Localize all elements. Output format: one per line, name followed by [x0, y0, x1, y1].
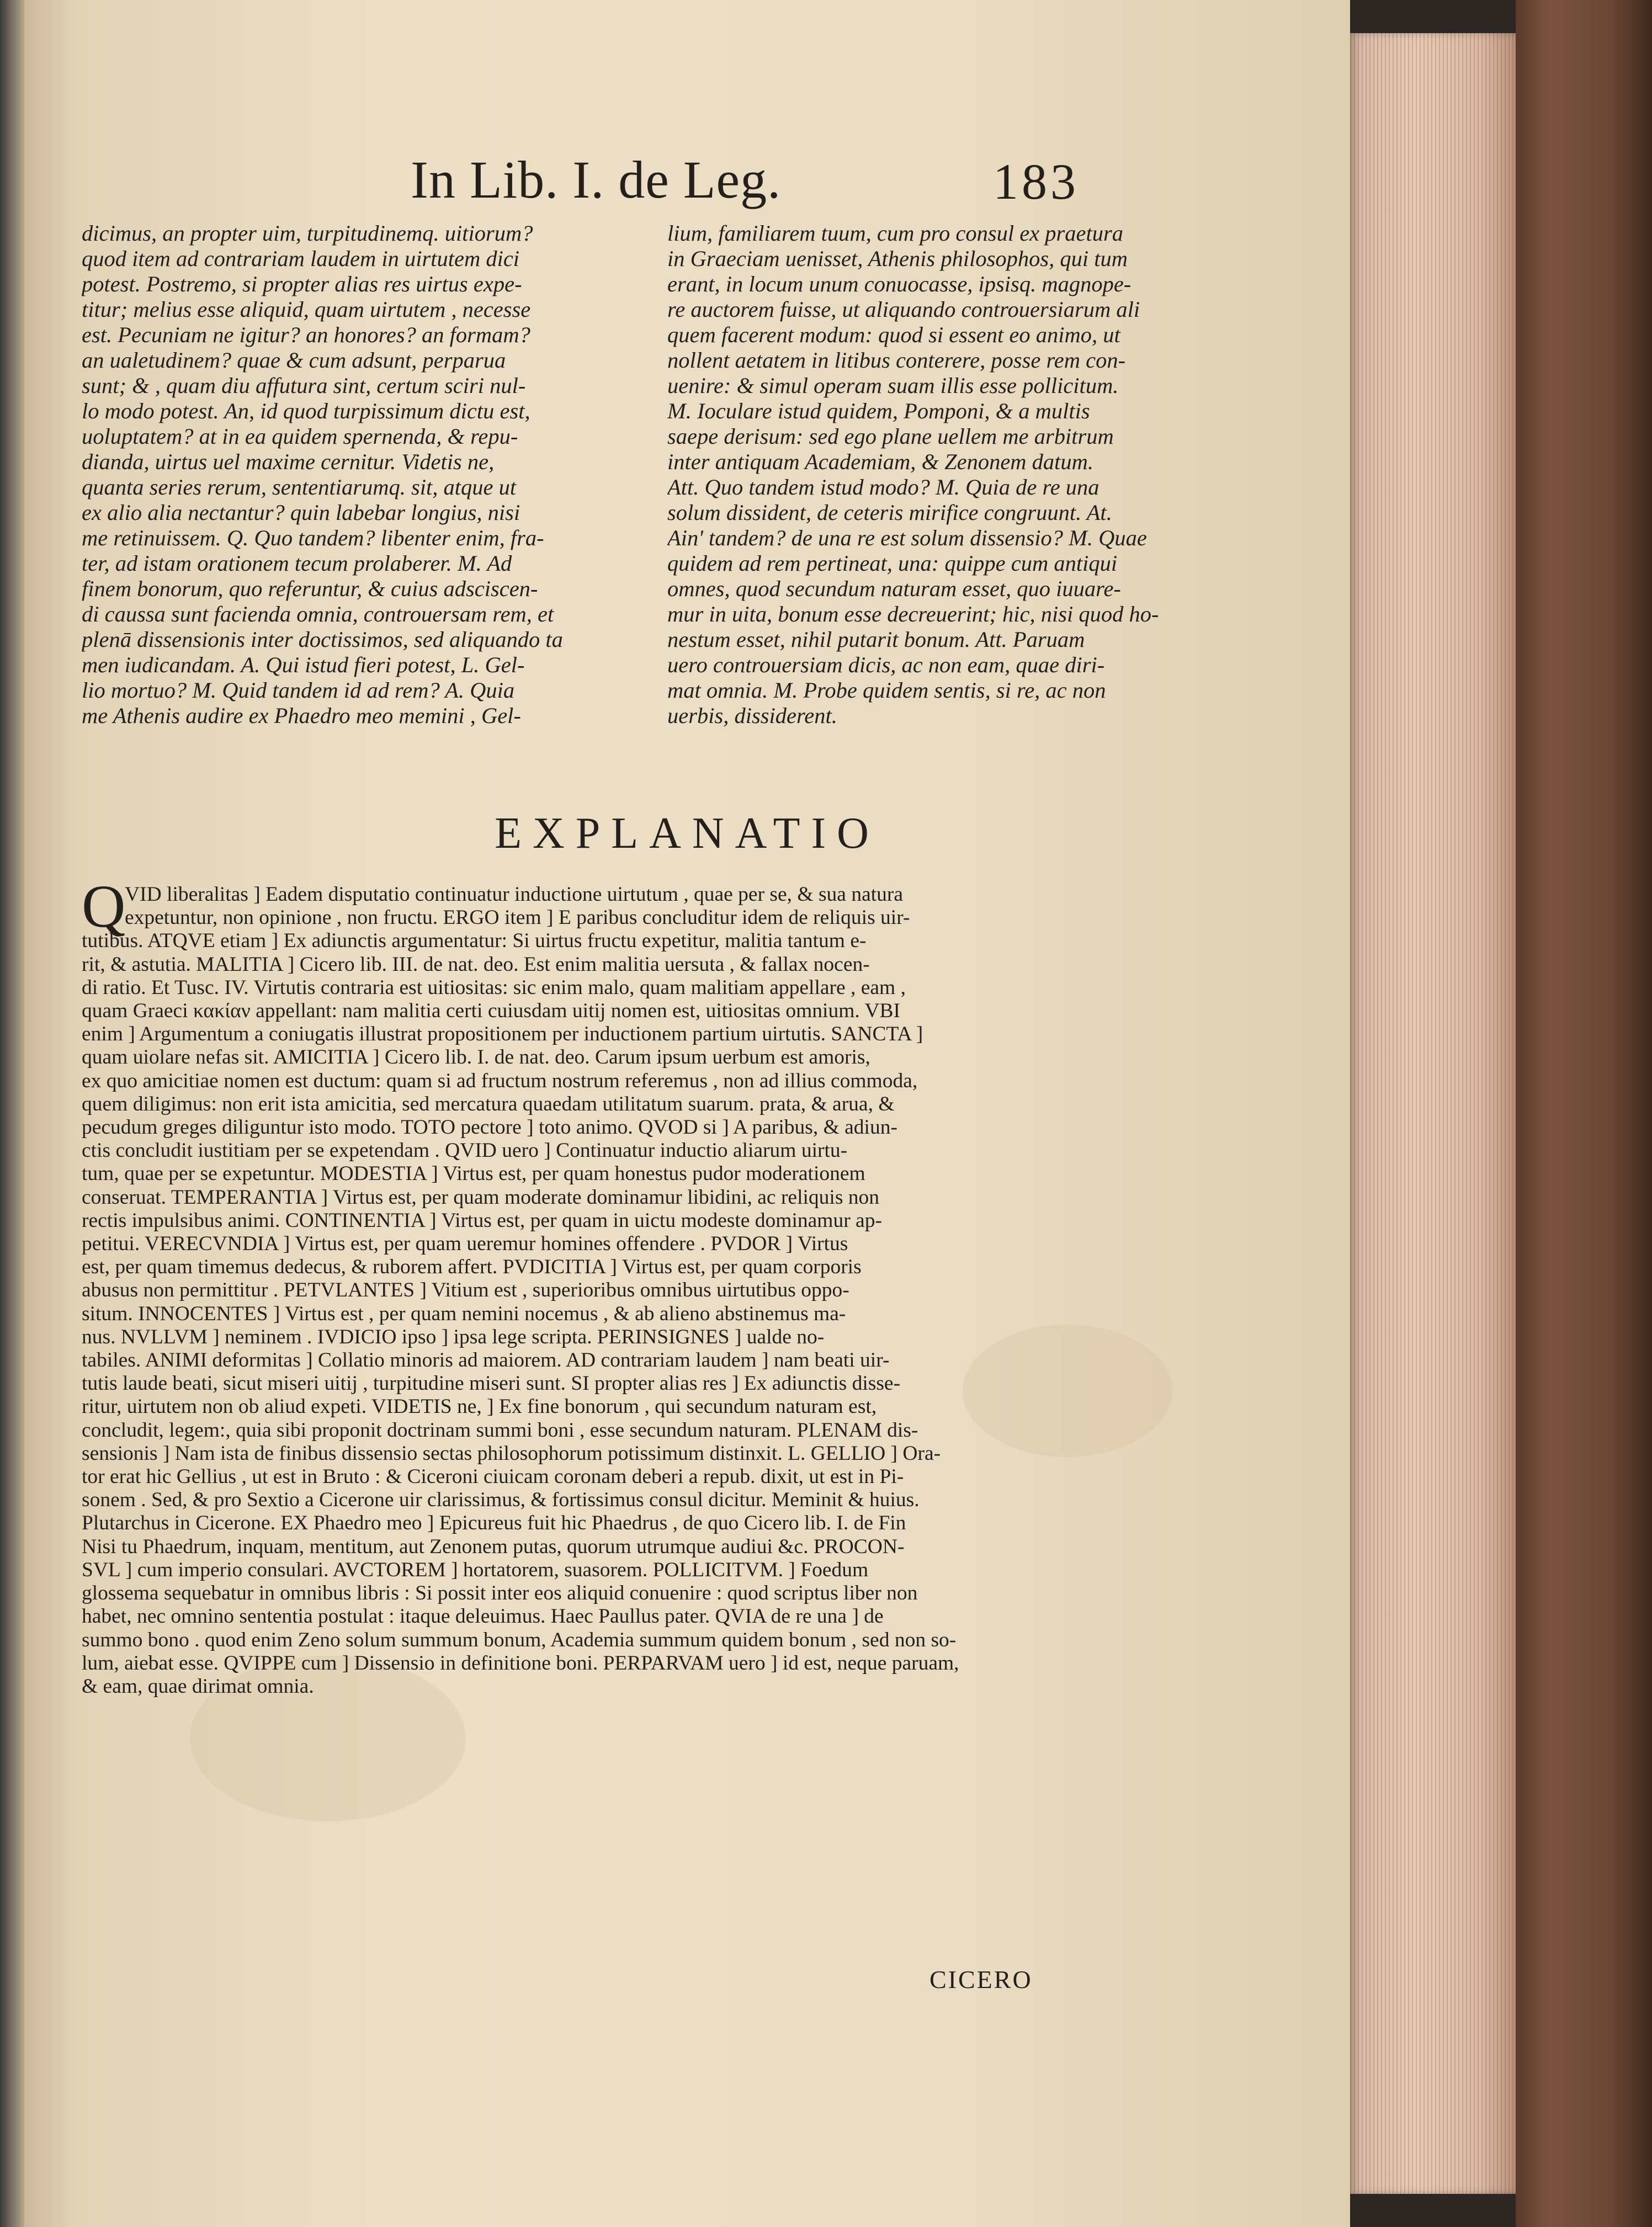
- dialogue-column-left: [82, 221, 637, 729]
- commentary-line: tutis laude beati, sicut miseri uitij , turpitudine miseri sunt. SI propter alias res ] Ex adiunctis disse-: [82, 1372, 901, 1395]
- page-edges: [1350, 33, 1516, 2194]
- commentary-line: ex quo amicitiae nomen est ductum: quam si ad fructum nostrum referemus , non ad illius commoda,: [82, 1069, 918, 1092]
- commentary-line: tum, quae per se expetuntur. MODESTIA ] Virtus est, per quam honestus pudor moderationem: [82, 1162, 865, 1186]
- commentary-line: summo bono . quod enim Zeno solum summum bonum, Academia summum quidem bonum , sed non so-: [82, 1628, 957, 1651]
- commentary-line: nus. NVLLVM ] neminem . IVDICIO ipso ] ipsa lege scripta. PERINSIGNES ] ualde no-: [82, 1325, 825, 1348]
- drop-cap: Q: [82, 873, 126, 940]
- commentary-line: pecudum greges diliguntur isto modo. TOTO pectore ] toto animo. QVOD si ] A paribus, & adiun-: [82, 1116, 897, 1139]
- dialogue-line: titur; melius esse aliquid, quam uirtutem , necesse: [82, 297, 531, 322]
- commentary-line: lum, aiebat esse. QVIPPE cum ] Dissensio in definitione boni. PERPARVAM uero ] id est, neque paruam,: [82, 1651, 959, 1675]
- dialogue-line: lo modo potest. An, id quod turpissimum dictu est,: [82, 398, 530, 423]
- dialogue-column-right: [667, 221, 1214, 729]
- commentary-line: ctis concludit iustitiam per se expetendam . QVID uero ] Continuatur inductio aliarum uirtu-: [82, 1139, 848, 1162]
- commentary-line: quam Graeci κακίαν appellant: nam malitia certi cuiusdam uitij nomen est, uitiositas omnium. VBI: [82, 1000, 901, 1023]
- commentary-line: Nisi tu Phaedrum, inquam, mentitum, aut Zenonem putas, quorum utrumque audiui &c. PROCON-: [82, 1535, 905, 1558]
- dialogue-line: quem facerent modum: quod si essent eo animo, ut: [667, 322, 1120, 347]
- commentary-line: tutibus. ATQVE etiam ] Ex adiunctis argumentatur: Si uirtus fructu expetitur, malitia tantum e-: [82, 929, 867, 953]
- commentary-line: conseruat. TEMPERANTIA ] Virtus est, per quam moderate dominamur libidini, ac reliquis non: [82, 1186, 880, 1209]
- dialogue-line: nestum esset, nihil putarit bonum. Att. Paruam: [667, 627, 1085, 652]
- commentary-line: sonem . Sed, & pro Sextio a Cicerone uir clarissimus, & fortissimus consul dicitur. Meminit & huius.: [82, 1489, 920, 1512]
- book-page: [24, 0, 1350, 2227]
- commentary-line: di ratio. Et Tusc. IV. Virtutis contraria est uitiositas: sic enim malo, quam malitiam appellare , eam ,: [82, 976, 906, 999]
- dialogue-line: inter antiquam Academiam, & Zenonem datum.: [667, 449, 1094, 474]
- dialogue-line: me Athenis audire ex Phaedro meo memini , Gel-: [82, 703, 521, 728]
- dialogue-line: est. Pecuniam ne igitur? an honores? an formam?: [82, 322, 530, 347]
- dialogue-line: lio mortuo? M. Quid tandem id ad rem? A. Quia: [82, 678, 515, 703]
- page-header: [411, 149, 1079, 215]
- commentary-line: quem diligimus: non erit ista amicitia, sed mercatura quaedam utilitatum suarum. prata, & arua, &: [82, 1092, 895, 1115]
- dialogue-line: dianda, uirtus uel maxime cernitur. Videtis ne,: [82, 449, 495, 474]
- commentary-line: habet, nec omnino sententia postulat : itaque deleuimus. Haec Paullus pater. QVIA de re una ] de: [82, 1605, 884, 1628]
- dialogue-line: quod item ad contrariam laudem in uirtutem dici: [82, 246, 520, 271]
- commentary-line: enim ] Argumentum a coniugatis illustrat propositionem per inductionem partium uirtutis. SANCTA ]: [82, 1023, 923, 1046]
- dialogue-line: nollent aetatem in litibus conterere, posse rem con-: [667, 348, 1126, 373]
- dialogue-line: me retinuissem. Q. Quo tandem? libenter enim, fra-: [82, 525, 544, 550]
- commentary-line: tor erat hic Gellius , ut est in Bruto : & Ciceroni ciuicam coronam deberi a repub. dixit, ut est in Pi-: [82, 1465, 904, 1489]
- commentary-line: rectis impulsibus animi. CONTINENTIA ] Virtus est, per quam in uictu modeste dominamur ap-: [82, 1209, 882, 1232]
- commentary-line: situm. INNOCENTES ] Virtus est , per quam nemini nocemus , & ab alieno abstinemus ma-: [82, 1302, 846, 1325]
- dialogue-line: quidem ad rem pertineat, una: quippe cum antiqui: [667, 551, 1118, 576]
- dialogue-line: an ualetudinem? quae & cum adsunt, perparua: [82, 348, 506, 373]
- commentary-line: VID liberalitas ] Eadem disputatio continuatur inductione uirtutum , quae per se, & sua natura: [125, 883, 904, 906]
- dialogue-line: sunt; & , quam diu affutura sint, certum sciri nul-: [82, 373, 526, 398]
- dialogue-line: potest. Postremo, si propter alias res uirtus expe-: [82, 272, 522, 296]
- dialogue-line: finem bonorum, quo referuntur, & cuius adsciscen-: [82, 576, 538, 601]
- commentary-line: expetuntur, non opinione , non fructu. ERGO item ] E paribus concluditur idem de reliquis uir-: [125, 906, 910, 929]
- binding-gutter: [0, 0, 24, 2227]
- commentary-line: abusus non permittitur . PETVLANTES ] Vitium est , superioribus omnibus uirtutibus oppo-: [82, 1279, 849, 1302]
- commentary-line: tabiles. ANIMI deformitas ] Collatio minoris ad maiorem. AD contrariam laudem ] nam beati uir-: [82, 1349, 890, 1372]
- commentary-text: [82, 883, 1219, 1698]
- commentary-line: ritur, uirtutem non ob aliud expeti. VIDETIS ne, ] Ex fine bonorum , qui secundum naturam est,: [82, 1395, 877, 1418]
- dialogue-line: dicimus, an propter uim, turpitudinemq. uitiorum?: [82, 221, 533, 246]
- dialogue-line: re auctorem fuisse, ut aliquando controuersiarum ali: [667, 297, 1140, 322]
- dialogue-line: lium, familiarem tuum, cum pro consul ex praetura: [667, 221, 1124, 246]
- commentary-line: est, per quam timemus dedecus, & ruborem affert. PVDICITIA ] Virtus est, per quam corporis: [82, 1256, 862, 1279]
- dialogue-line: uoluptatem? at in ea quidem spernenda, & repu-: [82, 424, 518, 449]
- dialogue-line: in Graeciam uenisset, Athenis philosophos, qui tum: [667, 246, 1128, 271]
- dialogue-line: saepe derisum: sed ego plane uellem me arbitrum: [667, 424, 1114, 449]
- dialogue-line: Ain' tandem? de una re est solum dissensio? M. Quae: [667, 525, 1147, 550]
- dialogue-line: uenire: & simul operam suam illis esse pollicitum.: [667, 373, 1119, 398]
- catchword: CICERO: [929, 1965, 1033, 1994]
- dialogue-line: di caussa sunt facienda omnia, controuersam rem, et: [82, 602, 554, 626]
- dialogue-line: plenā dissensionis inter doctissimos, sed aliquando ta: [82, 627, 563, 652]
- dialogue-line: ex alio alia nectantur? quin labebar longius, nisi: [82, 500, 520, 525]
- dialogue-line: erant, in locum unum conuocasse, ipsisq. magnope-: [667, 272, 1132, 296]
- dialogue-line: uerbis, dissiderent.: [667, 703, 837, 728]
- dialogue-line: ter, ad istam orationem tecum prolaberer. M. Ad: [82, 551, 512, 576]
- commentary-line: SVL ] cum imperio consulari. AVCTOREM ] hortatorem, suasorem. POLLICITVM. ] Foedum: [82, 1558, 869, 1581]
- dialogue-line: mat omnia. M. Probe quidem sentis, si re, ac non: [667, 678, 1106, 703]
- dialogue-line: omnes, quod secundum naturam esset, quo iuuare-: [667, 576, 1121, 601]
- dialogue-line: men iudicandam. A. Qui istud fieri potest, L. Gel-: [82, 652, 525, 677]
- page-number: 183: [993, 153, 1079, 210]
- dialogue-line: uero controuersiam dicis, ac non eam, quae diri-: [667, 652, 1105, 677]
- dialogue-line: M. Ioculare istud quidem, Pomponi, & a multis: [667, 398, 1090, 423]
- commentary-line: Plutarchus in Cicerone. EX Phaedro meo ] Epicureus fuit hic Phaedrus , de quo Cicero lib. I. de Fin: [82, 1512, 906, 1535]
- running-title: In Lib. I. de Leg.: [411, 150, 782, 209]
- commentary-line: concludit, legem:, quia sibi proponit doctrinam summi boni , esse secundum naturam. PLENAM dis-: [82, 1418, 918, 1442]
- dialogue-line: Att. Quo tandem istud modo? M. Quia de re una: [667, 475, 1099, 499]
- commentary-line: quam uiolare nefas sit. AMICITIA ] Cicero lib. I. de nat. deo. Carum ipsum uerbum est amoris,: [82, 1046, 870, 1069]
- dialogue-line: quanta series rerum, sententiarumq. sit, atque ut: [82, 475, 517, 499]
- book-cover: [1516, 0, 1652, 2227]
- commentary-line: sensionis ] Nam ista de finibus dissensio sectas philosophorum potissimum distinxit. L. GELLIO ] Ora-: [82, 1442, 941, 1465]
- commentary-line: petitui. VERECVNDIA ] Virtus est, per quam ueremur homines offendere . PVDOR ] Virtus: [82, 1232, 848, 1256]
- dialogue-line: mur in uita, bonum esse decreuerint; hic, nisi quod ho-: [667, 602, 1159, 626]
- section-heading: EXPLANATIO: [495, 809, 880, 858]
- dialogue-line: solum dissident, de ceteris mirifice congruunt. At.: [667, 500, 1112, 525]
- commentary-line: rit, & astutia. MALITIA ] Cicero lib. III. de nat. deo. Est enim malitia uersuta , & fallax nocen-: [82, 953, 870, 976]
- commentary-line: glossema sequebatur in omnibus libris : Si possit inter eos aliquid conuenire : quod scriptus liber non: [82, 1582, 918, 1605]
- commentary-line: & eam, quae dirimat omnia.: [82, 1675, 314, 1698]
